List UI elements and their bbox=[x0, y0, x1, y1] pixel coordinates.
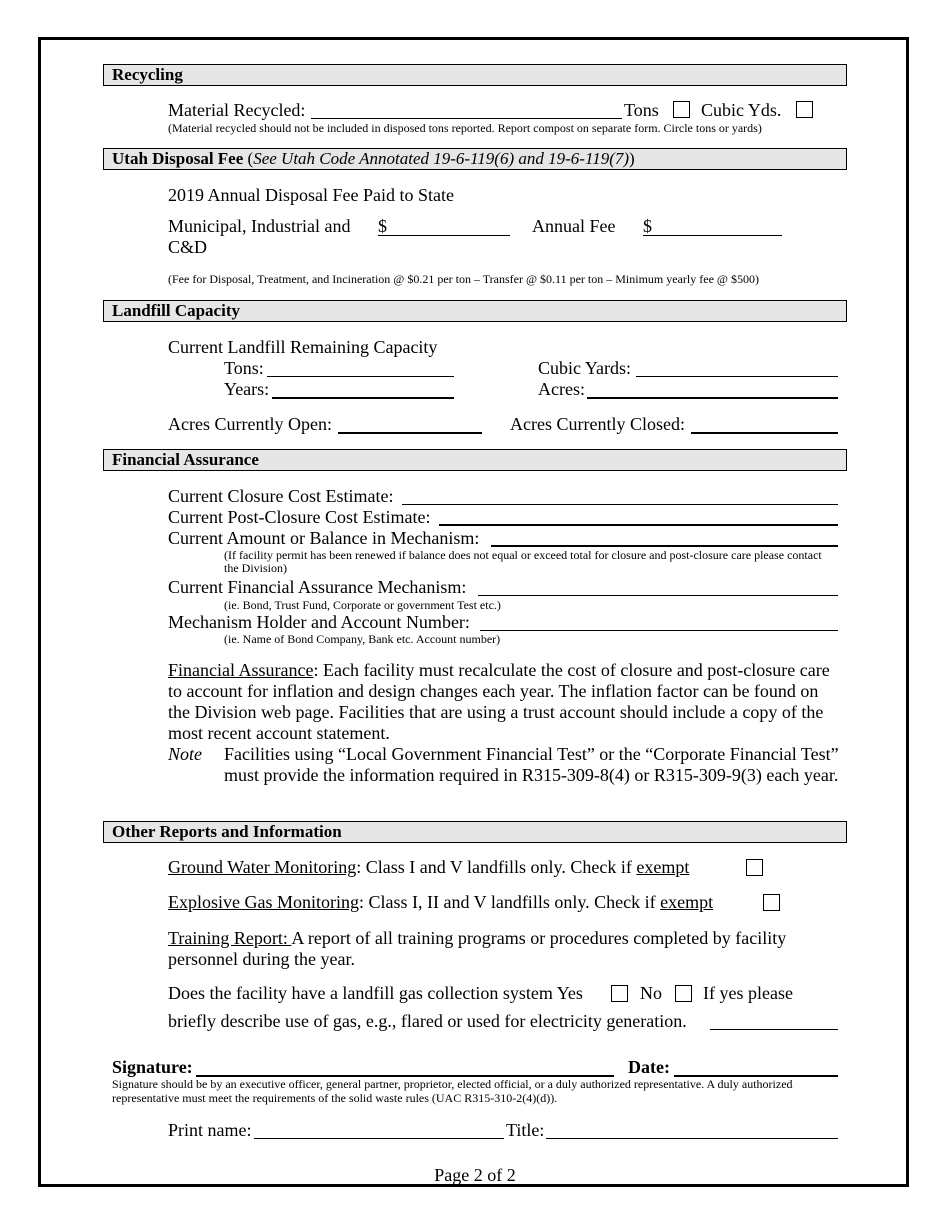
gas-collection-yes-checkbox[interactable] bbox=[611, 985, 628, 1002]
holder-account-label: Mechanism Holder and Account Number: bbox=[168, 612, 470, 632]
fee-note: (Fee for Disposal, Treatment, and Incineration @ $0.21 per ton – Transfer @ $0.11 per ton – Minimum yearly fee @ $500) bbox=[168, 272, 759, 286]
closure-cost-label: Current Closure Cost Estimate: bbox=[168, 486, 394, 506]
explosive-gas-text: Explosive Gas Monitoring: Class I, II and V landfills only. Check if exempt bbox=[168, 892, 714, 912]
title-label: Title: bbox=[506, 1120, 545, 1140]
fa-paragraph: Financial Assurance: Each facility must recalculate the cost of closure and post-closure care to account for inflation and design changes each year. The inflation factor can be found on the Division web page. Facilities that are using a trust account should include a copy of the most recent account statement. bbox=[168, 660, 830, 743]
gas-collection-question: Does the facility have a landfill gas collection system Yes bbox=[168, 983, 583, 1003]
recycling-note: (Material recycled should not be included in disposed tons reported. Report compost on separate form. Circle tons or yards) bbox=[168, 121, 762, 135]
acres-label: Acres: bbox=[538, 379, 585, 399]
note-label: Note bbox=[168, 744, 202, 764]
years-label: Years: bbox=[224, 379, 270, 399]
years-field[interactable] bbox=[272, 397, 454, 399]
tons-label: Tons bbox=[624, 100, 659, 120]
acres-open-field[interactable] bbox=[338, 432, 482, 434]
page-number: Page 2 of 2 bbox=[434, 1165, 516, 1185]
landfill-capacity-header: Landfill Capacity bbox=[103, 300, 847, 322]
fa-mechanism-label: Current Financial Assurance Mechanism: bbox=[168, 577, 467, 597]
municipal-fee-field[interactable] bbox=[378, 235, 510, 236]
material-recycled-label: Material Recycled: bbox=[168, 100, 306, 120]
amount-balance-field[interactable] bbox=[491, 545, 838, 547]
cubic-yds-checkbox[interactable] bbox=[796, 101, 813, 118]
mechanism-note: (ie. Bond, Trust Fund, Corporate or government Test etc.) bbox=[224, 598, 501, 612]
amount-balance-label: Current Amount or Balance in Mechanism: bbox=[168, 528, 480, 548]
post-closure-cost-field[interactable] bbox=[439, 524, 838, 526]
no-label: No bbox=[640, 983, 662, 1003]
date-label: Date: bbox=[628, 1057, 670, 1077]
municipal-label: Municipal, Industrial and bbox=[168, 216, 351, 236]
remaining-capacity-label: Current Landfill Remaining Capacity bbox=[168, 337, 438, 357]
tons-capacity-field[interactable] bbox=[267, 376, 454, 377]
other-reports-header: Other Reports and Information bbox=[103, 821, 847, 843]
financial-assurance-header: Financial Assurance bbox=[103, 449, 847, 471]
annual-fee-field[interactable] bbox=[643, 235, 782, 236]
tons-checkbox[interactable] bbox=[673, 101, 690, 118]
recycling-header: Recycling bbox=[103, 64, 847, 86]
acres-open-label: Acres Currently Open: bbox=[168, 414, 332, 434]
describe-gas-label: briefly describe use of gas, e.g., flared or used for electricity generation. bbox=[168, 1011, 687, 1031]
signature-note: Signature should be by an executive officer, general partner, proprietor, elected official, or a duly authorized representative. A duly authorized representative must meet the requirements of the solid waste rules (UAC R315-310-2(4)(d)). bbox=[112, 1077, 793, 1105]
tons-capacity-label: Tons: bbox=[224, 358, 264, 378]
signature-label: Signature: bbox=[112, 1057, 193, 1077]
annual-fee-paid-label: 2019 Annual Disposal Fee Paid to State bbox=[168, 185, 454, 205]
amount-note: (If facility permit has been renewed if balance does not equal or exceed total for closure and post-closure care please contact the Division) bbox=[224, 548, 822, 575]
post-closure-cost-label: Current Post-Closure Cost Estimate: bbox=[168, 507, 431, 527]
gas-collection-no-checkbox[interactable] bbox=[675, 985, 692, 1002]
print-name-label: Print name: bbox=[168, 1120, 252, 1140]
if-yes-label: If yes please bbox=[703, 983, 793, 1003]
disposal-fee-header: Utah Disposal Fee (See Utah Code Annotated 19-6-119(6) and 19-6-119(7)) bbox=[103, 148, 847, 170]
cubic-yds-label: Cubic Yds. bbox=[701, 100, 782, 120]
fa-mechanism-field[interactable] bbox=[478, 595, 838, 596]
cd-label: C&D bbox=[168, 237, 208, 257]
note-text: Facilities using “Local Government Financial Test” or the “Corporate Financial Test” must provide the information required in R315-309-8(4) or R315-309-9(3) each year. bbox=[224, 744, 839, 785]
print-name-field[interactable] bbox=[254, 1138, 504, 1139]
cubic-yards-field[interactable] bbox=[636, 376, 838, 377]
explosive-gas-exempt-checkbox[interactable] bbox=[763, 894, 780, 911]
training-report-text: Training Report: A report of all training programs or procedures completed by facility personnel during the year. bbox=[168, 928, 787, 969]
ground-water-exempt-checkbox[interactable] bbox=[746, 859, 763, 876]
acres-field[interactable] bbox=[587, 397, 838, 399]
describe-gas-field[interactable] bbox=[710, 1029, 838, 1030]
holder-account-field[interactable] bbox=[480, 630, 838, 631]
acres-closed-field[interactable] bbox=[691, 432, 838, 434]
acres-closed-label: Acres Currently Closed: bbox=[510, 414, 685, 434]
annual-fee-label: Annual Fee bbox=[532, 216, 616, 236]
ground-water-text: Ground Water Monitoring: Class I and V landfills only. Check if exempt bbox=[168, 857, 690, 877]
title-field[interactable] bbox=[546, 1138, 838, 1139]
closure-cost-field[interactable] bbox=[402, 504, 838, 505]
cubic-yards-label: Cubic Yards: bbox=[538, 358, 632, 378]
material-recycled-field[interactable] bbox=[311, 118, 622, 119]
dollar-sign-2: $ bbox=[643, 216, 652, 236]
holder-note: (ie. Name of Bond Company, Bank etc. Account number) bbox=[224, 632, 501, 646]
dollar-sign-1: $ bbox=[378, 216, 387, 236]
